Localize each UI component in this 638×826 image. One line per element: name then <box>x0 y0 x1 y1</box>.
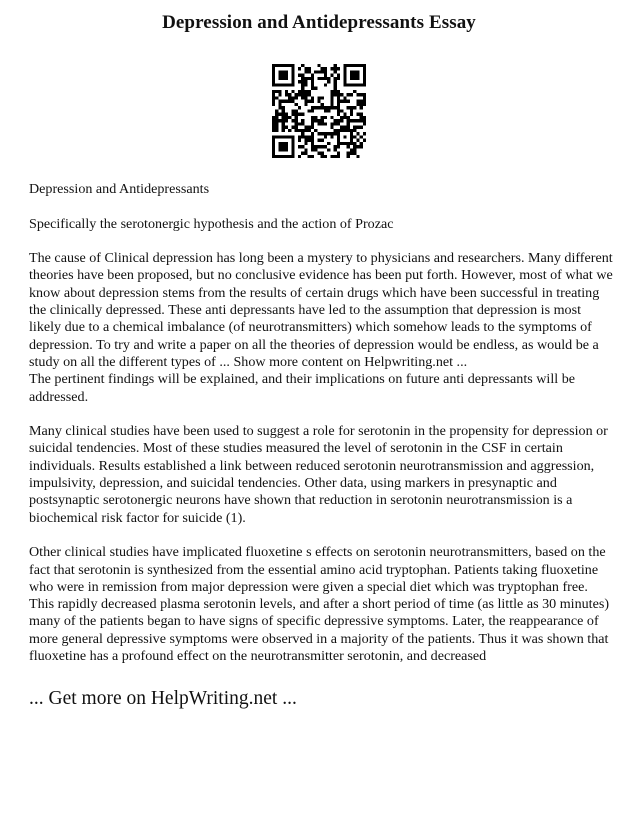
get-more-link[interactable]: ... Get more on HelpWriting.net ... <box>29 688 297 709</box>
paragraph-3: Many clinical studies have been used to suggest a role for serotonin in the propensity for depression or suicidal tendencies. Most of these studies measured the level of serotonin in the CSF in certain individuals. Results established a link between reduced serotonin neurotransmission and aggression, impulsivity, depression, and suicidal tendencies. Other data, using markers in presynaptic and postsynaptic serotonergic neurons have shown that reduction in serotonin neurotransmission is a biochemical risk factor for suicide (1). <box>29 423 608 526</box>
paragraph-2: The pertinent findings will be explained, and their implications on future anti depressants will be addressed. <box>29 371 575 405</box>
document-body <box>29 181 614 683</box>
paragraph-4: Other clinical studies have implicated fluoxetine s effects on serotonin neurotransmitters, based on the fact that serotonin is synthesized from the essential amino acid tryptophan. Patients taking fluoxetine who were in remission from major depression were given a special diet which was tryptophan free. This rapidly decreased plasma serotonin levels, and after a short period of time (as little as 30 minutes) many of the patients began to have signs of specific depressive symptoms. Later, the reappearance of more general depressive symptoms were observed in a majority of the patients. Thus it was shown that fluoxetine has a profound effect on the neurotransmitter serotonin, and decreased <box>29 544 610 665</box>
doc-heading: Depression and Antidepressants <box>29 181 210 197</box>
doc-subheading: Specifically the serotonergic hypothesis and the action of Prozac <box>29 215 394 232</box>
paragraph-1: The cause of Clinical depression has long been a mystery to physicians and researchers. Many different theories have been proposed, but no conclusive evidence has been put forth. However, most of what we know about depression stems from the results of certain drugs which have been successful in treating the clinically depressed. These anti depressants have led to the assumption that depression is most likely due to a chemical imbalance (of neurotransmitters) which somehow leads to the symptoms of depression. To try and write a paper on all the theories of depression would be endless, as would be a study on all the different types of ... Show more content on Helpwriting.net ... <box>29 250 613 370</box>
page-title: Depression and Antidepressants Essay <box>162 12 476 33</box>
qr-code-icon <box>272 64 366 158</box>
